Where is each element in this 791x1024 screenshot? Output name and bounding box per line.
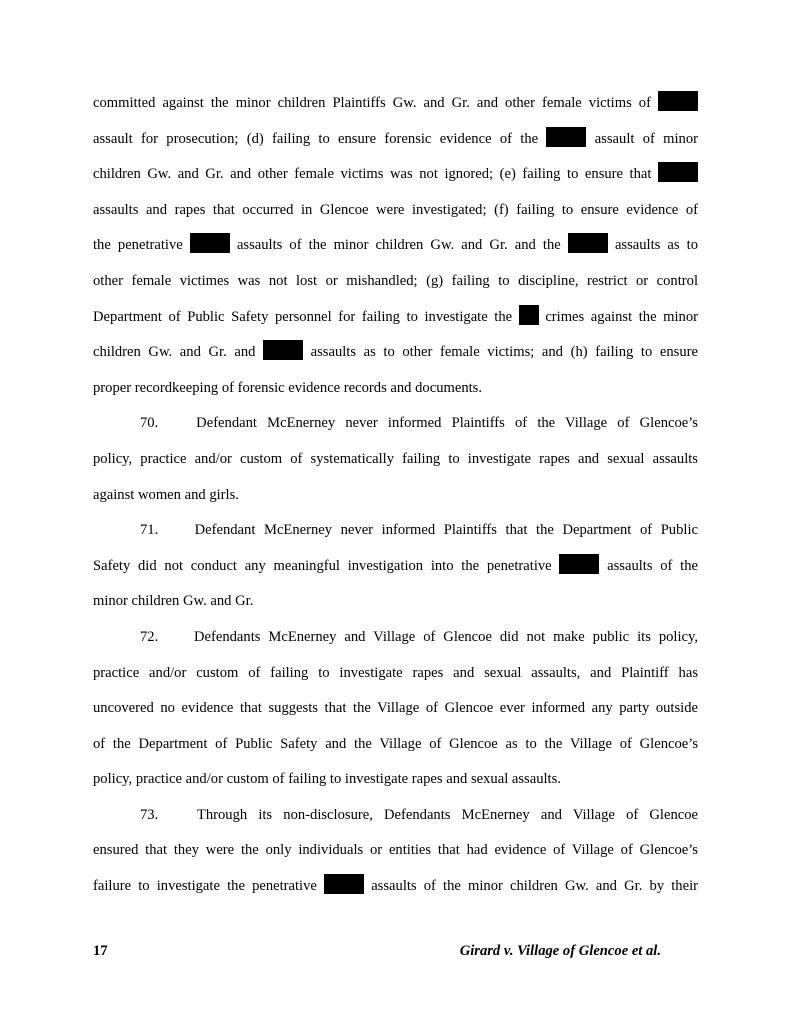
- redaction-block: [546, 127, 586, 147]
- line-text: Defendants McEnerney and Village of Glencoe did not make public its policy,: [193, 628, 698, 645]
- line-text: Through its non-disclosure, Defendants McEnerney and Village of Glencoe: [196, 806, 698, 823]
- text-line: [93, 835, 698, 871]
- line-text: children Gw. and Gr. and: [93, 344, 256, 361]
- line-text: assaults of the minor children Gw. and Gr. and the: [236, 237, 561, 254]
- text-line: [93, 551, 698, 587]
- line-text: Safety did not conduct any meaningful investigation into the penetrative: [93, 557, 552, 574]
- line-text: children Gw. and Gr. and other female victims was not ignored; (e) failing to ensure that: [93, 166, 652, 183]
- line-text: policy, practice and/or custom of systematically failing to investigate rapes and sexual assaults: [93, 450, 698, 467]
- line-text: policy, practice and/or custom of failing to investigate rapes and sexual assaults.: [93, 771, 561, 788]
- case-caption: Girard v. Village of Glencoe et al.: [459, 943, 661, 959]
- line-text: of the Department of Public Safety and the Village of Glencoe as to the Village of Glencoe’s: [93, 735, 698, 752]
- paragraph-start-line: [93, 622, 698, 658]
- line-text: proper recordkeeping of forensic evidence records and documents.: [93, 379, 483, 396]
- redaction-block: [658, 91, 698, 111]
- line-text: minor children Gw. and Gr.: [93, 593, 254, 610]
- line-text: failure to investigate the penetrative: [93, 878, 317, 895]
- redaction-block: [519, 305, 539, 325]
- line-text: assaults of the minor children Gw. and Gr. by their: [371, 878, 698, 895]
- redaction-block: [324, 874, 364, 894]
- line-text: Defendant McEnerney never informed Plaintiffs of the Village of Glencoe’s: [196, 415, 698, 432]
- paragraph-number: 71.: [140, 522, 159, 539]
- line-text: practice and/or custom of failing to investigate rapes and sexual assaults, and Plaintiff has: [93, 664, 698, 681]
- line-text: crimes against the minor: [545, 308, 698, 325]
- text-line: [93, 871, 698, 907]
- text-line: [93, 586, 698, 622]
- text-line: [93, 764, 698, 800]
- line-text: committed against the minor children Plaintiffs Gw. and Gr. and other female victims of: [93, 95, 651, 111]
- line-text: Department of Public Safety personnel for failing to investigate the: [93, 308, 513, 325]
- page-number: 17: [93, 943, 108, 959]
- text-line: [93, 444, 698, 480]
- text-line: [93, 693, 698, 729]
- text-line: [93, 159, 698, 195]
- text-line: [93, 480, 698, 516]
- line-text: other female victimes was not lost or mishandled; (g) failing to discipline, restrict or control: [93, 272, 698, 289]
- line-text: assaults as to: [614, 237, 698, 254]
- paragraph-number: 72.: [140, 628, 159, 645]
- line-text: assaults as to other female victims; and (h) failing to ensure: [310, 344, 698, 361]
- text-line: [93, 124, 698, 160]
- line-text: ensured that they were the only individuals or entities that had evidence of Village of Glencoe’s: [93, 842, 698, 859]
- paragraph-start-line: [93, 800, 698, 836]
- line-text: the penetrative: [93, 237, 183, 254]
- text-line: [93, 88, 698, 124]
- line-text: against women and girls.: [93, 486, 239, 503]
- redaction-block: [559, 554, 599, 574]
- text-line: [93, 729, 698, 765]
- text-line: [93, 302, 698, 338]
- text-line: [93, 337, 698, 373]
- paragraph-start-line: [93, 408, 698, 444]
- document-body: [93, 88, 698, 907]
- text-line: [93, 658, 698, 694]
- line-text: assault of minor: [594, 130, 698, 147]
- redaction-block: [658, 162, 698, 182]
- redaction-block: [190, 233, 230, 253]
- redaction-block: [263, 340, 303, 360]
- line-text: uncovered no evidence that suggests that the Village of Glencoe ever informed any party outside: [93, 700, 698, 717]
- line-text: assaults and rapes that occurred in Glencoe were investigated; (f) failing to ensure evidence of: [93, 201, 698, 218]
- paragraph-number: 70.: [140, 415, 159, 432]
- text-line: [93, 195, 698, 231]
- paragraph-number: 73.: [140, 806, 159, 823]
- line-text: assaults of the: [607, 557, 698, 574]
- redaction-block: [568, 233, 608, 253]
- text-line: [93, 373, 698, 409]
- text-line: [93, 230, 698, 266]
- line-text: Defendant McEnerney never informed Plaintiffs that the Department of Public: [194, 522, 698, 539]
- paragraph-start-line: [93, 515, 698, 551]
- text-line: [93, 266, 698, 302]
- line-text: assault for prosecution; (d) failing to ensure forensic evidence of the: [93, 130, 539, 147]
